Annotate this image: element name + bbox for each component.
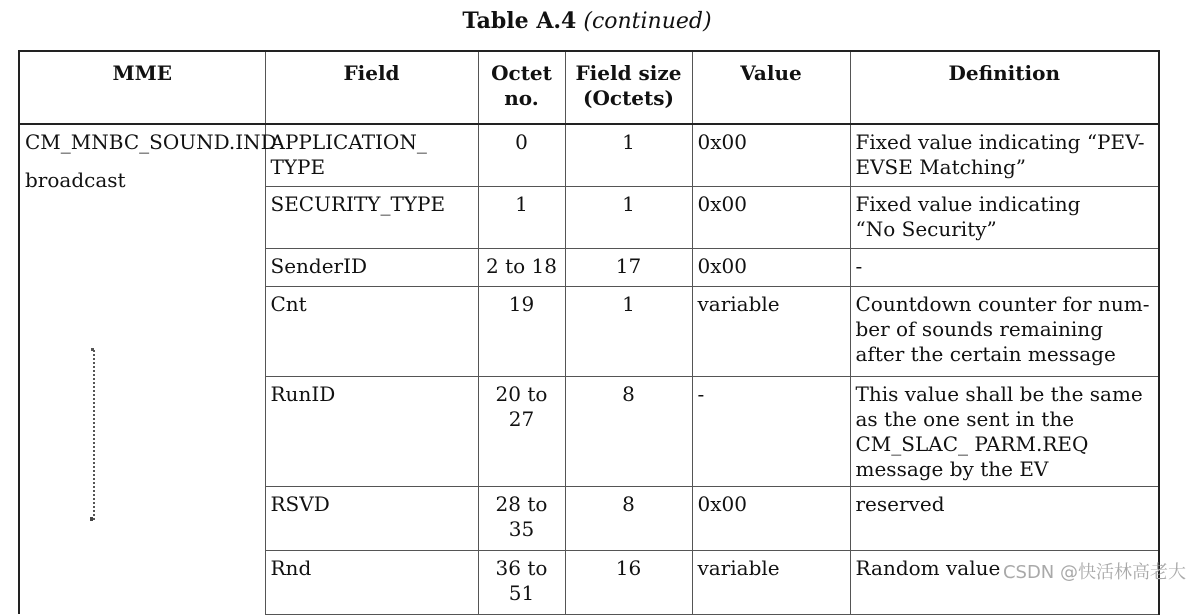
mme-field-table [18,50,1160,615]
dotted-mark-top [91,348,94,351]
value-cell: 0x00 [692,486,850,550]
definition-cell: reserved [850,486,1159,550]
octet-cell: 0 [478,124,565,186]
value-cell: 0x00 [692,186,850,248]
dotted-mark [93,350,96,520]
size-cell: 8 [565,486,692,550]
table-row [19,124,1159,186]
table-caption-continued: (continued) [583,9,712,34]
definition-cell: - [850,248,1159,286]
value-cell: variable [692,550,850,614]
octet-cell: 36 to 51 [478,550,565,614]
header-mme: MME [19,51,265,124]
header-field: Field [265,51,478,124]
mme-name: CM_MNBC_SOUND.IND [25,130,277,154]
definition-cell: Fixed value indicating “PEV-EVSE Matching” [850,124,1159,186]
octet-cell: 2 to 18 [478,248,565,286]
definition-cell: Fixed value indicating “No Security” [850,186,1159,248]
header-octet-no: Octet no. [478,51,565,124]
octet-cell: 19 [478,286,565,376]
table-caption [0,8,1174,34]
dotted-mark-bottom [90,517,93,521]
definition-cell: Random value [850,550,1159,614]
octet-cell: 1 [478,186,565,248]
size-cell: 8 [565,376,692,486]
table-header-row [19,51,1159,124]
value-cell: 0x00 [692,124,850,186]
size-cell: 16 [565,550,692,614]
definition-cell: Countdown counter for num-ber of sounds remaining after the certain message [850,286,1159,376]
field-cell: APPLICATION_ TYPE [265,124,478,186]
field-cell: Rnd [265,550,478,614]
csdn-watermark: CSDN @快活林高老大 [1002,562,1186,583]
octet-cell: 28 to 35 [478,486,565,550]
octet-cell: 20 to 27 [478,376,565,486]
field-cell: Cnt [265,286,478,376]
header-field-size: Field size (Octets) [565,51,692,124]
size-cell: 17 [565,248,692,286]
value-cell: - [692,376,850,486]
field-cell: RSVD [265,486,478,550]
size-cell: 1 [565,124,692,186]
header-value: Value [692,51,850,124]
header-definition: Definition [850,51,1159,124]
mme-type: broadcast [25,168,126,192]
value-cell: variable [692,286,850,376]
mme-cell [19,124,277,614]
field-cell: SECURITY_TYPE [265,186,478,248]
definition-cell: This value shall be the same as the one sent in the CM_SLAC_ PARM.REQ message by the EV [850,376,1159,486]
field-cell: SenderID [265,248,478,286]
field-cell: RunID [265,376,478,486]
size-cell: 1 [565,186,692,248]
value-cell: 0x00 [692,248,850,286]
table-caption-label: Table A.4 [462,8,577,34]
size-cell: 1 [565,286,692,376]
